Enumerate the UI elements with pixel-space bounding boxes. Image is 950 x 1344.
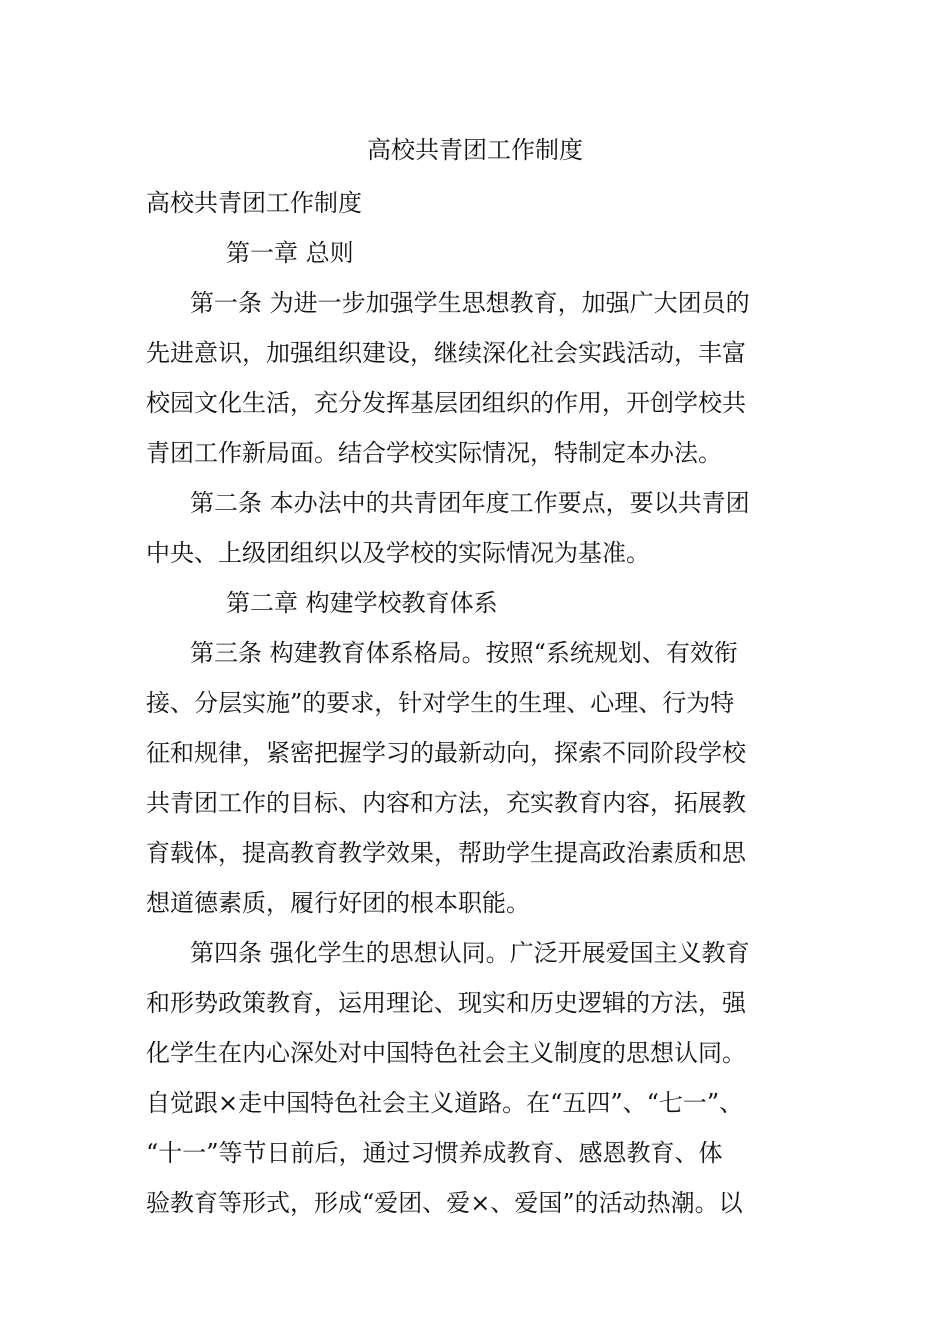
article-1-line-1: 第一条 为进一步加强学生思想教育，加强广大团员的 bbox=[190, 289, 750, 317]
subtitle-line: 高校共青团工作制度 bbox=[146, 189, 362, 217]
chapter-heading-1: 第一章 总则 bbox=[226, 239, 354, 267]
article-1-line-3: 校园文化生活，充分发挥基层团组织的作用，开创学校共 bbox=[146, 389, 746, 417]
chapter-heading-2: 第二章 构建学校教育体系 bbox=[226, 589, 498, 617]
article-3-line-4: 共青团工作的目标、内容和方法，充实教育内容，拓展教 bbox=[146, 789, 746, 817]
article-4-line-4: 自觉跟×走中国特色社会主义道路。在“五四”、“七一”、 bbox=[146, 1089, 744, 1117]
article-4-line-1: 第四条 强化学生的思想认同。广泛开展爱国主义教育 bbox=[190, 939, 750, 967]
article-4-line-3: 化学生在内心深处对中国特色社会主义制度的思想认同。 bbox=[146, 1039, 746, 1067]
document-title: 高校共青团工作制度 bbox=[367, 136, 583, 164]
article-2-line-1: 第二条 本办法中的共青团年度工作要点，要以共青团 bbox=[190, 489, 750, 517]
article-4-line-5: “十一”等节日前后，通过习惯养成教育、感恩教育、体 bbox=[146, 1139, 723, 1167]
article-4-line-6: 验教育等形式，形成“爱团、爱×、爱国”的活动热潮。以 bbox=[146, 1189, 743, 1217]
article-3-line-2: 接、分层实施”的要求，针对学生的生理、心理、行为特 bbox=[146, 689, 735, 717]
article-1-line-2: 先进意识，加强组织建设，继续深化社会实践活动，丰富 bbox=[146, 339, 746, 367]
document-body bbox=[146, 178, 816, 1228]
article-3-line-5: 育载体，提高教育教学效果，帮助学生提高政治素质和思 bbox=[146, 839, 746, 867]
article-1-line-4: 青团工作新局面。结合学校实际情况，特制定本办法。 bbox=[146, 439, 722, 467]
article-3-line-1: 第三条 构建教育体系格局。按照“系统规划、有效衔 bbox=[190, 639, 738, 667]
article-4-line-2: 和形势政策教育，运用理论、现实和历史逻辑的方法，强 bbox=[146, 989, 746, 1017]
article-3-line-6: 想道德素质，履行好团的根本职能。 bbox=[146, 889, 530, 917]
article-3-line-3: 征和规律，紧密把握学习的最新动向，探索不同阶段学校 bbox=[146, 739, 746, 767]
article-2-line-2: 中央、上级团组织以及学校的实际情况为基准。 bbox=[146, 539, 650, 567]
